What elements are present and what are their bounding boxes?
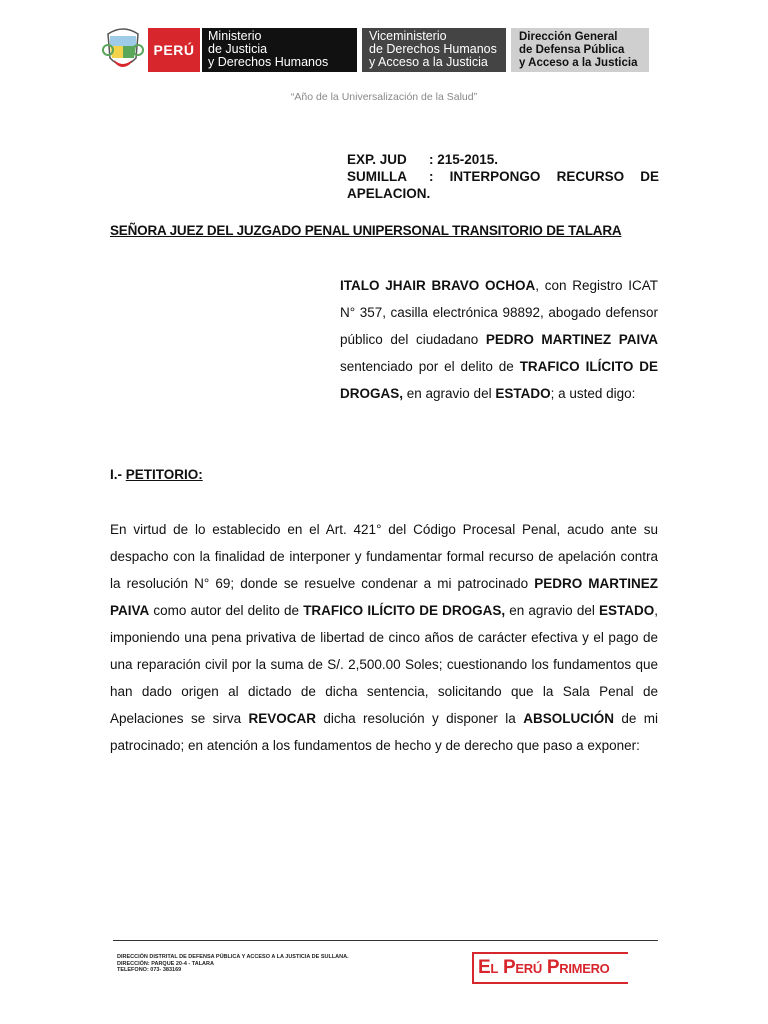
crime-name: TRAFICO ILÍCITO DE DROGAS, (340, 359, 659, 401)
dir-line3: y Acceso a la Justicia (519, 57, 638, 69)
footer-line3: TELEFONO: 073- 383169 (117, 967, 182, 973)
body-text-2: como autor del delito de (149, 603, 304, 618)
intro-text-3: en agravio del (403, 386, 496, 401)
vice-line2: de Derechos Humanos (369, 42, 497, 56)
sumilla-continuation: APELACION. (347, 186, 431, 201)
coat-of-arms-icon (100, 24, 146, 76)
exp-key: EXP. JUD (347, 152, 407, 167)
vice-line1: Viceministerio (369, 29, 447, 43)
body-text-1: En virtud de lo establecido en el Art. 421° del Código Procesal Penal, acudo ante su despacho con la finalidad de interponer y fundamentar formal recurso de apelación contra la resolución N° 69; donde se resuelve condenar a mi patrocinado (110, 522, 658, 591)
absolution-keyword: ABSOLUCIÓN (523, 711, 614, 726)
body-state-name: ESTADO (598, 603, 655, 618)
dir-line1: Dirección General (519, 31, 618, 43)
petition-paragraph (110, 516, 658, 759)
sumilla-value: : INTERPONGO RECURSO DE (429, 169, 659, 184)
body-crime-name: TRAFICO ILÍCITO DE DROGAS, (303, 603, 506, 618)
intro-paragraph (340, 272, 658, 407)
ministry-line2: de Justicia (208, 42, 268, 56)
peru-brand: PERÚ (148, 28, 200, 72)
sumilla-key: SUMILLA (347, 169, 407, 184)
ministry-block (202, 28, 357, 72)
footer-divider (113, 940, 658, 941)
year-motto: “Año de la Universalización de la Salud” (290, 91, 478, 103)
ministry-line1: Ministerio (208, 29, 262, 43)
revoke-keyword: REVOCAR (248, 711, 316, 726)
footer-line2: DIRECCIÓN: PARQUE 20-4 - TALARA (117, 960, 214, 967)
body-text-4: , imponiendo una pena privativa de libertad de cinco años de carácter efectiva y el pago de una reparación civil por la suma de S/. 2,500.00 Soles; cuestionando los fundamentos que han dado origen al dictado de dicha sentencia, solicitando que la Sala Penal de Apelaciones se sirva (110, 603, 659, 726)
dir-line2: de Defensa Pública (519, 44, 625, 56)
body-text-5: dicha resolución y disponer la (316, 711, 524, 726)
letterhead (100, 24, 660, 76)
client-name: PEDRO MARTINEZ PAIVA (485, 332, 658, 347)
lawyer-name: ITALO JHAIR BRAVO OCHOA (340, 278, 536, 293)
vice-ministry-block (362, 28, 506, 72)
state-name: ESTADO (495, 386, 551, 401)
case-reference (347, 151, 659, 202)
el-peru-primero-logo (472, 952, 632, 986)
exp-value: : 215-2015. (429, 152, 499, 167)
intro-text-1: , con Registro ICAT N° 357, casilla electrónica 98892, abogado defensor público del ciudadano (340, 278, 658, 347)
footer-line1: DIRECCIÓN DISTRITAL DE DEFENSA PÚBLICA Y ACCESO A LA JUSTICIA DE SULLANA. (117, 954, 349, 960)
logo-text: El Perú Primero (478, 957, 610, 978)
footer-address (117, 954, 349, 974)
addressee: SEÑORA JUEZ DEL JUZGADO PENAL UNIPERSONAL TRANSITORIO DE TALARA (110, 223, 622, 238)
intro-text-2: sentenciado por el delito de (340, 359, 520, 374)
body-text-6: de mi patrocinado; en atención a los fundamentos de hecho y de derecho que paso a exponer: (110, 711, 658, 753)
direction-block (511, 28, 649, 72)
section-title (110, 467, 203, 482)
vice-line3: y Acceso a la Justicia (369, 55, 488, 69)
intro-text-4: ; a usted digo: (550, 386, 636, 401)
section-name: PETITORIO: (125, 467, 203, 482)
ministry-line3: y Derechos Humanos (208, 55, 329, 69)
body-text-3: en agravio del (505, 603, 599, 618)
section-number: I.- (110, 467, 126, 482)
body-client-name: PEDRO MARTINEZ PAIVA (110, 576, 659, 618)
